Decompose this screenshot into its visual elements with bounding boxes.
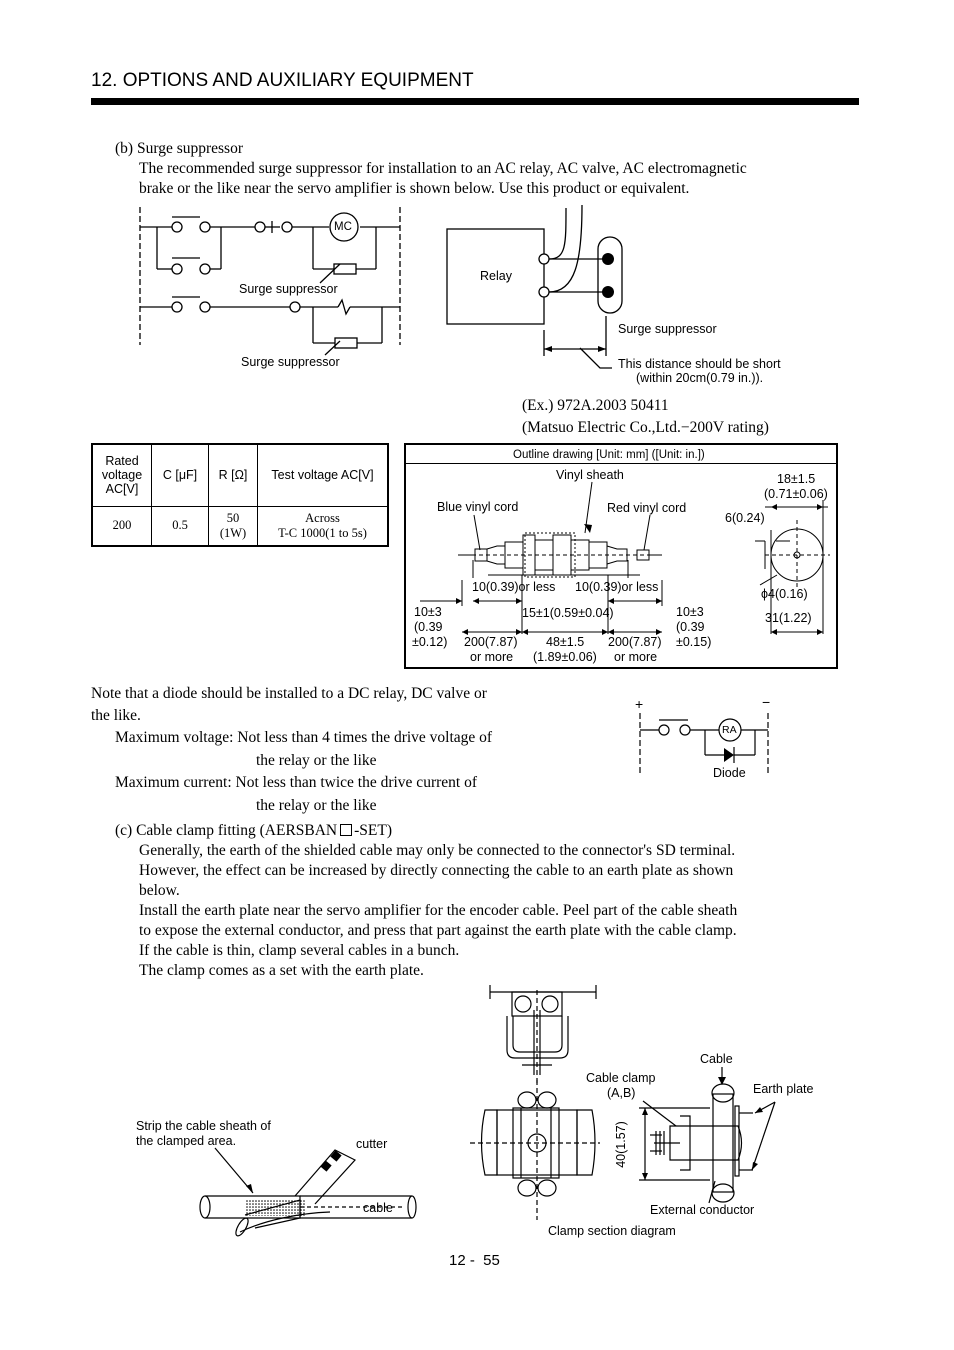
- max-current-line-1: Maximum current: Not less than twice the drive current of: [115, 774, 477, 791]
- section-c-heading: (c) Cable clamp fitting (AERSBAN -SET): [115, 822, 393, 839]
- dim-phi4: ϕ4(0.16): [761, 587, 808, 601]
- example-model: (Ex.) 972A.2003 50411: [522, 397, 669, 414]
- dim-10pm3-left-2: (0.39: [414, 620, 443, 634]
- strip-label-1: Strip the cable sheath of: [136, 1119, 271, 1133]
- header-rated-voltage: Rated voltage AC[V]: [92, 444, 152, 506]
- strip-label-2: the clamped area.: [136, 1134, 237, 1148]
- cell-c: 0.5: [152, 506, 209, 546]
- max-voltage-line-2: the relay or the like: [256, 752, 377, 769]
- section-b-intro-line-2: brake or the like near the servo amplifier is shown below. Use this product or equivalent.: [139, 180, 690, 197]
- dim-15: 15±1(0.59±0.04): [522, 606, 614, 620]
- dim-31: 31(1.22): [765, 611, 812, 625]
- vinyl-sheath-label: Vinyl sheath: [556, 468, 624, 482]
- blue-cord-label: Blue vinyl cord: [437, 500, 519, 514]
- ra-label: RA: [722, 724, 737, 736]
- cell-test-voltage: Across T-C 1000(1 to 5s): [258, 506, 389, 546]
- dim-48-1: 48±1.5: [546, 635, 585, 649]
- max-voltage-line-1: Maximum voltage: Not less than 4 times the drive voltage of: [115, 729, 493, 746]
- dim-18-in: (0.71±0.06): [764, 487, 828, 501]
- relay-label: Relay: [480, 269, 512, 283]
- red-cord-label: Red vinyl cord: [607, 501, 687, 515]
- header-test-voltage: Test voltage AC[V]: [258, 444, 389, 506]
- relay-surge-suppressor-label: Surge suppressor: [618, 322, 717, 336]
- dim-48-2: (1.89±0.06): [533, 650, 597, 664]
- cable-label: cable: [363, 1201, 393, 1215]
- diode-label: Diode: [713, 766, 746, 780]
- dim-200-right-1: 200(7.87): [608, 635, 662, 649]
- dim-10pm3-left-3: ±0.12): [412, 635, 448, 649]
- dim-200-right-2: or more: [614, 650, 658, 664]
- cutter-label: cutter: [356, 1137, 388, 1151]
- distance-note-1: This distance should be short: [618, 357, 781, 371]
- page-title: 12. OPTIONS AND AUXILIARY EQUIPMENT: [91, 70, 474, 91]
- header-r: R [Ω]: [209, 444, 258, 506]
- cell-r: 50 (1W): [209, 506, 258, 546]
- diode-note-line-1: Note that a diode should be installed to a DC relay, DC valve or: [91, 685, 487, 702]
- section-c-line-1: Generally, the earth of the shielded cable may only be connected to the connector's SD terminal.: [139, 842, 736, 859]
- diode-note-line-2: the like.: [91, 707, 141, 724]
- section-c-line-3: below.: [139, 882, 180, 899]
- clamp-section-label: Clamp section diagram: [548, 1224, 676, 1238]
- cable-top-label: Cable: [700, 1052, 733, 1066]
- cell-voltage: 200: [92, 506, 152, 546]
- section-c-line-4: Install the earth plate near the servo amplifier for the encoder cable. Peel part of the cable sheath: [139, 902, 738, 919]
- cable-clamp-label-1: Cable clamp: [586, 1071, 656, 1085]
- dim-10pm3-left-1: 10±3: [414, 605, 442, 619]
- dim-40-label: 40(1.57): [613, 1121, 628, 1168]
- section-b-heading: (b) Surge suppressor: [115, 140, 244, 157]
- minus-terminal: −: [762, 694, 771, 710]
- outline-title: Outline drawing [Unit: mm] ([Unit: in.]): [513, 449, 705, 461]
- dim-10-right: 10(0.39)or less: [575, 580, 659, 594]
- mc-label: MC: [334, 221, 352, 233]
- surge-suppressor-label-2: Surge suppressor: [241, 355, 340, 369]
- page-number: 12 - 55: [449, 1252, 500, 1269]
- max-current-line-2: the relay or the like: [256, 797, 377, 814]
- dim-10pm3-right-3: ±0.15): [676, 635, 712, 649]
- header-c: C [μF]: [152, 444, 209, 506]
- surge-suppressor-label-1: Surge suppressor: [239, 282, 338, 296]
- dim-6: 6(0.24): [725, 511, 765, 525]
- dim-10-left: 10(0.39)or less: [472, 580, 556, 594]
- external-conductor-label: External conductor: [650, 1203, 755, 1217]
- example-manufacturer: (Matsuo Electric Co.,Ltd.−200V rating): [522, 419, 769, 436]
- section-c-line-6: If the cable is thin, clamp several cables in a bunch.: [139, 942, 460, 959]
- plus-terminal: +: [635, 696, 644, 712]
- section-c-line-5: to expose the external conductor, and press that part against the earth plate with the cable clamp.: [139, 922, 737, 939]
- dim-18: 18±1.5: [777, 472, 816, 486]
- section-c-line-7: The clamp comes as a set with the earth plate.: [139, 962, 424, 979]
- dim-200-left-2: or more: [470, 650, 514, 664]
- section-c-line-2: However, the effect can be increased by directly connecting the cable to an earth plate as shown: [139, 862, 734, 879]
- dim-10pm3-right-2: (0.39: [676, 620, 705, 634]
- cable-clamp-label-2: (A,B): [607, 1086, 636, 1100]
- dim-10pm3-right-1: 10±3: [676, 605, 704, 619]
- distance-note-2: (within 20cm(0.79 in.)).: [636, 371, 764, 385]
- section-b-intro-line-1: The recommended surge suppressor for installation to an AC relay, AC valve, AC electromagnetic: [139, 160, 747, 177]
- earth-plate-label: Earth plate: [753, 1082, 814, 1096]
- dim-200-left-1: 200(7.87): [464, 635, 518, 649]
